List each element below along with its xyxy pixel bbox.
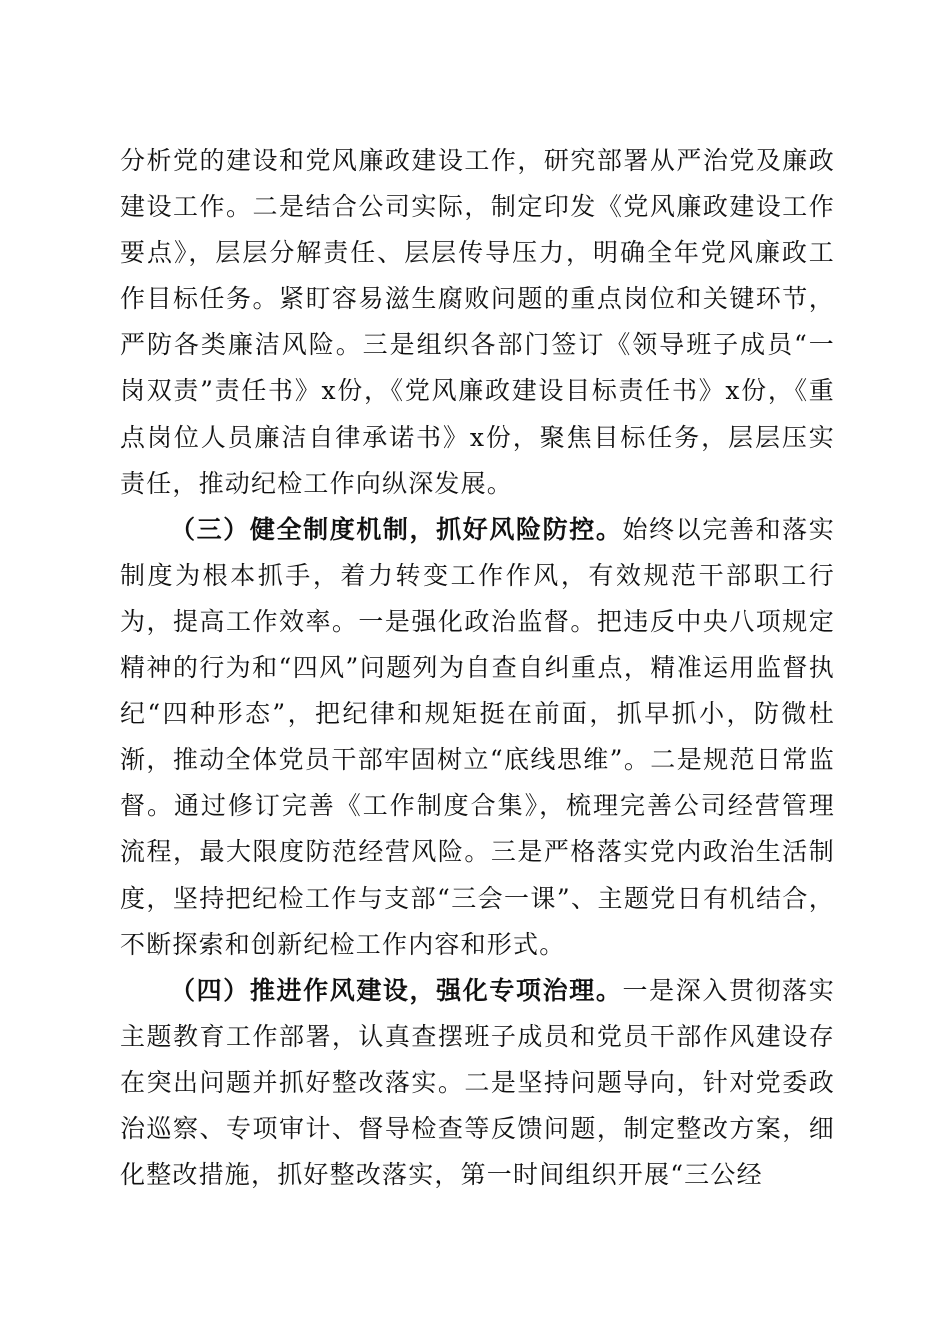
paragraph-continuation [120,138,835,507]
document-body [120,138,835,1198]
section-heading-three: （三）健全制度机制，抓好风险防控。 [170,514,623,544]
section-heading-four: （四）推进作风建设，强化专项治理。 [170,975,623,1005]
paragraph-text: 一是深入贯彻落实主题教育工作部署，认真查摆班子成员和党员干部作风建设存在突出问题并抓好整改落实。二是坚持问题导向，针对党委政治巡察、专项审计、督导检查等反馈问题，制定整改方案，细化整改措施，抓好整改落实，第一时间组织开展“三公经 [120,975,835,1190]
paragraph-section-three [120,507,835,968]
paragraph-text: 分析党的建设和党风廉政建设工作，研究部署从严治党及廉政建设工作。二是结合公司实际，制定印发《党风廉政建设工作要点》，层层分解责任、层层传导压力，明确全年党风廉政工作目标任务。紧盯容易滋生腐败问题的重点岗位和关键环节，严防各类廉洁风险。三是组织各部门签订《领导班子成员“一岗双责”责任书》x份，《党风廉政建设目标责任书》x份，《重点岗位人员廉洁自律承诺书》x份，聚焦目标任务，层层压实责任，推动纪检工作向纵深发展。 [120,146,835,498]
paragraph-section-four [120,968,835,1198]
paragraph-text: 始终以完善和落实制度为根本抓手，着力转变工作作风，有效规范干部职工行为，提高工作效率。一是强化政治监督。把违反中央八项规定精神的行为和“四风”问题列为自查自纠重点，精准运用监督执纪“四种形态”，把纪律和规矩挺在前面，抓早抓小，防微杜渐，推动全体党员干部牢固树立“底线思维”。二是规范日常监督。通过修订完善《工作制度合集》，梳理完善公司经营管理流程，最大限度防范经营风险。三是严格落实党内政治生活制度，坚持把纪检工作与支部“三会一课”、主题党日有机结合，不断探索和创新纪检工作内容和形式。 [120,514,835,959]
